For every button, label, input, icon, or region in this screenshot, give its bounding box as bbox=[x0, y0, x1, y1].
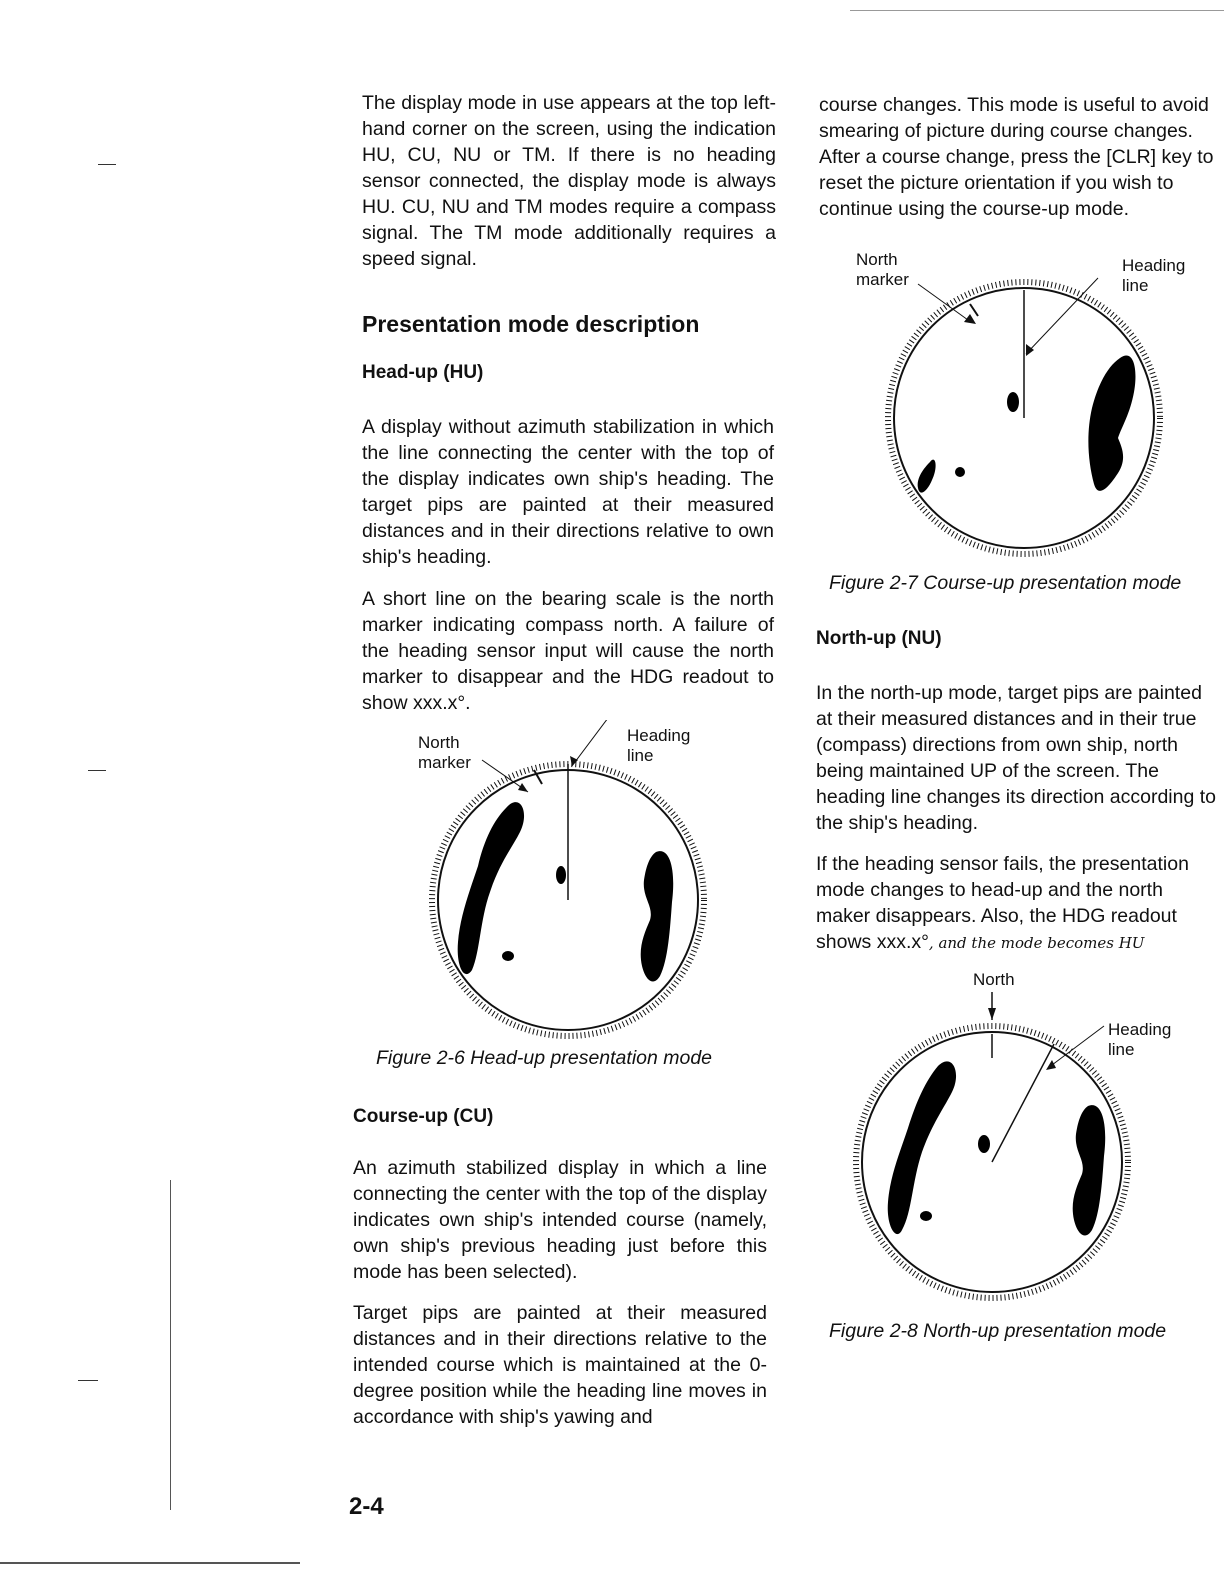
fig26-landmass-right bbox=[641, 851, 674, 981]
fig26-target-pip bbox=[502, 951, 514, 961]
fig27-radar-diagram bbox=[872, 262, 1172, 562]
top-rule bbox=[850, 10, 1224, 11]
page-number: 2-4 bbox=[349, 1493, 384, 1520]
intro-paragraph: The display mode in use appears at the top left-hand corner on the screen, using the indication HU, CU, NU or TM. If there is no heading sensor connected, the display mode is always HU. CU, NU and TM modes require a compass signal. The TM mode additionally requires a speed signal. bbox=[362, 92, 776, 270]
fig28-radar-diagram bbox=[850, 990, 1150, 1310]
course-up-paragraph-1: An azimuth stabilized display in which a line connecting the center with the top of the display indicates own ship's intended course (namely, own ship's previous heading just before this mode has been selected). bbox=[353, 1157, 767, 1283]
scan-mark bbox=[98, 164, 116, 165]
course-up-heading: Course-up (CU) bbox=[353, 1106, 494, 1127]
fig26-heading-leader bbox=[572, 720, 614, 766]
fig26-radar-diagram bbox=[418, 720, 718, 1040]
fig28-heading-line bbox=[992, 1044, 1054, 1162]
fig28-landmass-left bbox=[888, 1061, 956, 1234]
section-heading: Presentation mode description bbox=[362, 311, 700, 337]
bottom-scan-rule bbox=[0, 1562, 300, 1564]
fig27-heading-line-label: Heading line bbox=[1122, 256, 1186, 295]
fig27-own-ship-pip bbox=[1007, 392, 1019, 412]
scan-mark bbox=[88, 770, 106, 771]
fig27-landmass-right bbox=[1088, 356, 1135, 491]
fig28-caption: Figure 2-8 North-up presentation mode bbox=[829, 1320, 1167, 1342]
scan-mark bbox=[170, 1180, 171, 1510]
north-up-paragraph-1: In the north-up mode, target pips are painted at their measured distances and in their true (compass) directions from own ship, north being maintained UP of the screen. The heading line changes its direction according to the ship's heading. bbox=[816, 682, 1216, 834]
head-up-heading: Head-up (HU) bbox=[362, 362, 484, 383]
fig27-north-marker bbox=[970, 304, 978, 316]
fig27-landmass-left bbox=[918, 460, 936, 493]
fig28-landmass-right bbox=[1073, 1105, 1106, 1235]
fig28-target-pip bbox=[920, 1211, 932, 1221]
fig26-north-marker-label: North marker bbox=[418, 733, 471, 772]
fig27-north-marker-label: North marker bbox=[856, 250, 909, 289]
fig26-caption: Figure 2-6 Head-up presentation mode bbox=[376, 1047, 713, 1069]
course-up-continued: course changes. This mode is useful to avoid smearing of picture during course changes. After a course change, press the [CLR] key to reset the picture orientation if you wish to continue using the course-up mode. bbox=[819, 94, 1214, 220]
fig28-own-ship-pip bbox=[978, 1135, 990, 1153]
scan-mark bbox=[78, 1380, 98, 1381]
north-up-paragraph-2-text: If the heading sensor fails, the presentation mode changes to head-up and the north maker disappears. Also, the HDG readout shows xxx.x° bbox=[816, 853, 1189, 953]
fig27-target-pip bbox=[955, 467, 965, 477]
head-up-paragraph-2: A short line on the bearing scale is the north marker indicating compass north. A failure of the heading sensor input will cause the north marker to disappear and the HDG readout to show xxx.x°. bbox=[362, 588, 774, 714]
fig26-landmass-left bbox=[458, 802, 524, 974]
fig28-heading-line-label: Heading line bbox=[1108, 1020, 1172, 1059]
handwritten-note: , and the mode becomes HU bbox=[928, 934, 1145, 952]
north-up-paragraph-2 bbox=[816, 851, 1216, 956]
head-up-paragraph-1: A display without azimuth stabilization in which the line connecting the center with the top of the display indicates own ship's heading. The target pips are painted at their measured distances and in their directions relative to own ship's heading. bbox=[362, 416, 774, 568]
fig26-heading-line-label: Heading line bbox=[627, 726, 691, 765]
fig27-caption: Figure 2-7 Course-up presentation mode bbox=[829, 572, 1182, 594]
fig26-own-ship-pip bbox=[556, 866, 566, 884]
fig28-north-label: North bbox=[973, 970, 1015, 989]
course-up-paragraph-2: Target pips are painted at their measured distances and in their directions relative to the intended course which is maintained at the 0-degree position while the heading line moves in accordance with ship's yawing and bbox=[353, 1302, 767, 1428]
fig27-north-leader bbox=[918, 284, 968, 320]
north-up-heading: North-up (NU) bbox=[816, 628, 942, 649]
fig28-north-arrowhead bbox=[988, 1008, 996, 1020]
